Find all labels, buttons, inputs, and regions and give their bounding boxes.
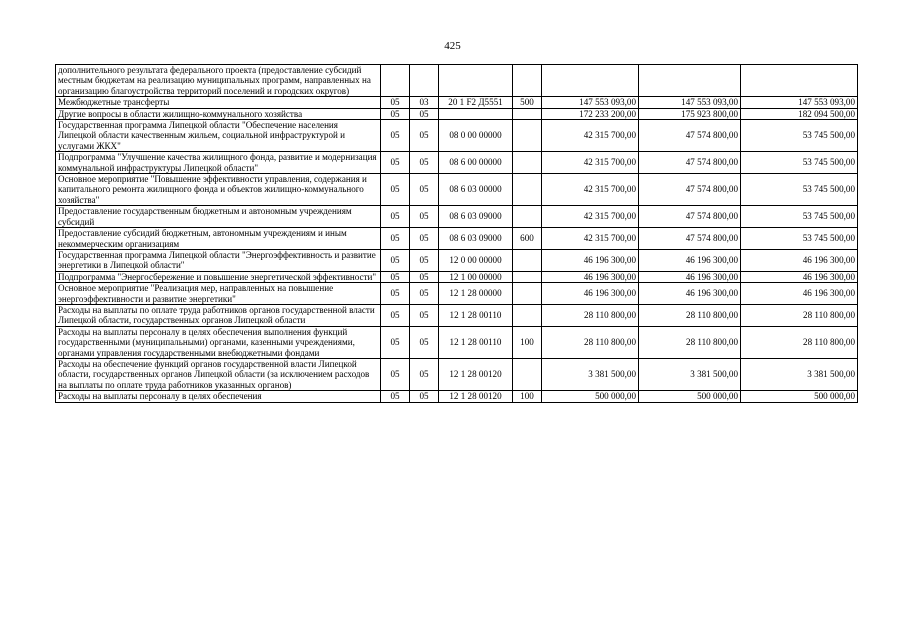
expense-type-cell	[513, 283, 542, 305]
target-article-cell: 08 6 03 09000	[439, 228, 513, 250]
target-article-cell: 12 1 28 00110	[439, 304, 513, 326]
amount-year-3-cell: 53 745 500,00	[741, 120, 858, 152]
expense-type-cell	[513, 120, 542, 152]
amount-year-3-cell: 182 094 500,00	[741, 108, 858, 119]
table-row	[56, 283, 858, 305]
amount-year-3-cell: 500 000,00	[741, 391, 858, 402]
row-name-cell: Основное мероприятие "Реализация мер, направленных на повышение энергоэффективности и развитие энергетики"	[56, 283, 381, 305]
row-name-cell: дополнительного результата федерального проекта (предоставление субсидий местным бюджетам на реализацию муниципальных программ, направленных на организацию благоустройства территорий поселений и городских округов)	[56, 65, 381, 97]
row-name-cell: Государственная программа Липецкой области "Обеспечение населения Липецкой области качественным жильем, социальной инфраструктурой и услугами ЖКХ"	[56, 120, 381, 152]
amount-year-3-cell: 46 196 300,00	[741, 283, 858, 305]
amount-year-3-cell	[741, 65, 858, 97]
table-row	[56, 108, 858, 119]
expense-type-cell	[513, 358, 542, 390]
row-name-cell: Расходы на выплаты по оплате труда работников органов государственной власти Липецкой области, государственных органов Липецкой области	[56, 304, 381, 326]
amount-year-3-cell: 53 745 500,00	[741, 152, 858, 174]
section-code-cell	[381, 65, 410, 97]
section-code-cell: 05	[381, 206, 410, 228]
table-row	[56, 174, 858, 206]
amount-year-2-cell: 500 000,00	[639, 391, 741, 402]
table-row	[56, 391, 858, 402]
section-code-cell: 05	[381, 152, 410, 174]
target-article-cell: 12 1 28 00120	[439, 358, 513, 390]
amount-year-1-cell: 42 315 700,00	[542, 152, 639, 174]
row-name-cell: Подпрограмма "Улучшение качества жилищного фонда, развитие и модернизация коммунальной инфраструктуры Липецкой области"	[56, 152, 381, 174]
amount-year-1-cell: 28 110 800,00	[542, 304, 639, 326]
row-name-cell: Предоставление государственным бюджетным и автономным учреждениям субсидий	[56, 206, 381, 228]
expense-type-cell: 100	[513, 391, 542, 402]
amount-year-1-cell: 500 000,00	[542, 391, 639, 402]
section-code-cell: 05	[381, 174, 410, 206]
section-code-cell: 05	[381, 283, 410, 305]
subsection-code-cell: 03	[410, 97, 439, 108]
target-article-cell: 08 6 03 00000	[439, 174, 513, 206]
subsection-code-cell: 05	[410, 304, 439, 326]
row-name-cell: Расходы на выплаты персоналу в целях обеспечения выполнения функций государственными (муниципальными) органами, казенными учреждениями, органами управления государственными внебюджетными фондами	[56, 326, 381, 358]
subsection-code-cell: 05	[410, 358, 439, 390]
target-article-cell	[439, 65, 513, 97]
section-code-cell: 05	[381, 271, 410, 282]
amount-year-2-cell: 147 553 093,00	[639, 97, 741, 108]
table-row	[56, 326, 858, 358]
row-name-cell: Межбюджетные трансферты	[56, 97, 381, 108]
target-article-cell: 08 0 00 00000	[439, 120, 513, 152]
amount-year-1-cell: 42 315 700,00	[542, 206, 639, 228]
section-code-cell: 05	[381, 108, 410, 119]
amount-year-3-cell: 53 745 500,00	[741, 228, 858, 250]
table-row	[56, 249, 858, 271]
amount-year-1-cell	[542, 65, 639, 97]
section-code-cell: 05	[381, 358, 410, 390]
amount-year-3-cell: 147 553 093,00	[741, 97, 858, 108]
amount-year-3-cell: 53 745 500,00	[741, 206, 858, 228]
table-row	[56, 271, 858, 282]
row-name-cell: Основное мероприятие "Повышение эффективности управления, содержания и капитального ремонта жилищного фонда и объектов жилищно-коммунального хозяйства"	[56, 174, 381, 206]
expense-type-cell	[513, 271, 542, 282]
section-code-cell: 05	[381, 120, 410, 152]
amount-year-2-cell: 28 110 800,00	[639, 326, 741, 358]
amount-year-3-cell: 53 745 500,00	[741, 174, 858, 206]
section-code-cell: 05	[381, 304, 410, 326]
amount-year-2-cell: 3 381 500,00	[639, 358, 741, 390]
target-article-cell: 20 1 F2 Д5551	[439, 97, 513, 108]
expense-type-cell	[513, 206, 542, 228]
amount-year-3-cell: 46 196 300,00	[741, 271, 858, 282]
expense-type-cell	[513, 174, 542, 206]
amount-year-2-cell: 47 574 800,00	[639, 120, 741, 152]
subsection-code-cell: 05	[410, 120, 439, 152]
amount-year-2-cell: 175 923 800,00	[639, 108, 741, 119]
section-code-cell: 05	[381, 249, 410, 271]
subsection-code-cell: 05	[410, 228, 439, 250]
row-name-cell: Расходы на выплаты персоналу в целях обеспечения	[56, 391, 381, 402]
amount-year-2-cell	[639, 65, 741, 97]
amount-year-1-cell: 46 196 300,00	[542, 283, 639, 305]
target-article-cell: 12 1 28 00120	[439, 391, 513, 402]
subsection-code-cell: 05	[410, 174, 439, 206]
amount-year-3-cell: 3 381 500,00	[741, 358, 858, 390]
target-article-cell: 08 6 03 09000	[439, 206, 513, 228]
amount-year-1-cell: 3 381 500,00	[542, 358, 639, 390]
expense-type-cell	[513, 65, 542, 97]
table-row	[56, 304, 858, 326]
expense-type-cell	[513, 249, 542, 271]
subsection-code-cell: 05	[410, 108, 439, 119]
table-row	[56, 65, 858, 97]
budget-table	[55, 64, 858, 403]
amount-year-3-cell: 28 110 800,00	[741, 304, 858, 326]
row-name-cell: Подпрограмма "Энергосбережение и повышение энергетической эффективности"	[56, 271, 381, 282]
subsection-code-cell: 05	[410, 206, 439, 228]
amount-year-2-cell: 46 196 300,00	[639, 283, 741, 305]
amount-year-2-cell: 46 196 300,00	[639, 249, 741, 271]
expense-type-cell: 500	[513, 97, 542, 108]
amount-year-1-cell: 28 110 800,00	[542, 326, 639, 358]
table-row	[56, 120, 858, 152]
table-row	[56, 206, 858, 228]
amount-year-2-cell: 47 574 800,00	[639, 152, 741, 174]
page-number: 425	[444, 40, 461, 52]
amount-year-3-cell: 46 196 300,00	[741, 249, 858, 271]
amount-year-1-cell: 147 553 093,00	[542, 97, 639, 108]
amount-year-2-cell: 46 196 300,00	[639, 271, 741, 282]
target-article-cell: 12 1 00 00000	[439, 271, 513, 282]
subsection-code-cell: 05	[410, 326, 439, 358]
amount-year-1-cell: 42 315 700,00	[542, 174, 639, 206]
target-article-cell: 12 0 00 00000	[439, 249, 513, 271]
subsection-code-cell: 05	[410, 152, 439, 174]
amount-year-2-cell: 47 574 800,00	[639, 228, 741, 250]
section-code-cell: 05	[381, 228, 410, 250]
amount-year-2-cell: 47 574 800,00	[639, 206, 741, 228]
expense-type-cell	[513, 108, 542, 119]
subsection-code-cell: 05	[410, 249, 439, 271]
expense-type-cell	[513, 152, 542, 174]
section-code-cell: 05	[381, 97, 410, 108]
expense-type-cell	[513, 304, 542, 326]
amount-year-2-cell: 47 574 800,00	[639, 174, 741, 206]
amount-year-1-cell: 46 196 300,00	[542, 271, 639, 282]
amount-year-2-cell: 28 110 800,00	[639, 304, 741, 326]
row-name-cell: Другие вопросы в области жилищно-коммунального хозяйства	[56, 108, 381, 119]
amount-year-1-cell: 172 233 200,00	[542, 108, 639, 119]
row-name-cell: Расходы на обеспечение функций органов государственной власти Липецкой области, государственных органов Липецкой области (за исключением расходов на выплаты по оплате труда работников указанных органов)	[56, 358, 381, 390]
row-name-cell: Предоставление субсидий бюджетным, автономным учреждениям и иным некоммерческим организациям	[56, 228, 381, 250]
subsection-code-cell: 05	[410, 283, 439, 305]
section-code-cell: 05	[381, 326, 410, 358]
table-row	[56, 152, 858, 174]
amount-year-1-cell: 42 315 700,00	[542, 120, 639, 152]
amount-year-1-cell: 42 315 700,00	[542, 228, 639, 250]
table-row	[56, 97, 858, 108]
subsection-code-cell	[410, 65, 439, 97]
expense-type-cell: 600	[513, 228, 542, 250]
expense-type-cell: 100	[513, 326, 542, 358]
amount-year-3-cell: 28 110 800,00	[741, 326, 858, 358]
row-name-cell: Государственная программа Липецкой области "Энергоэффективность и развитие энергетики в Липецкой области"	[56, 249, 381, 271]
target-article-cell: 12 1 28 00110	[439, 326, 513, 358]
table-row	[56, 228, 858, 250]
target-article-cell: 08 6 00 00000	[439, 152, 513, 174]
subsection-code-cell: 05	[410, 391, 439, 402]
amount-year-1-cell: 46 196 300,00	[542, 249, 639, 271]
target-article-cell: 12 1 28 00000	[439, 283, 513, 305]
subsection-code-cell: 05	[410, 271, 439, 282]
target-article-cell	[439, 108, 513, 119]
table-row	[56, 358, 858, 390]
section-code-cell: 05	[381, 391, 410, 402]
